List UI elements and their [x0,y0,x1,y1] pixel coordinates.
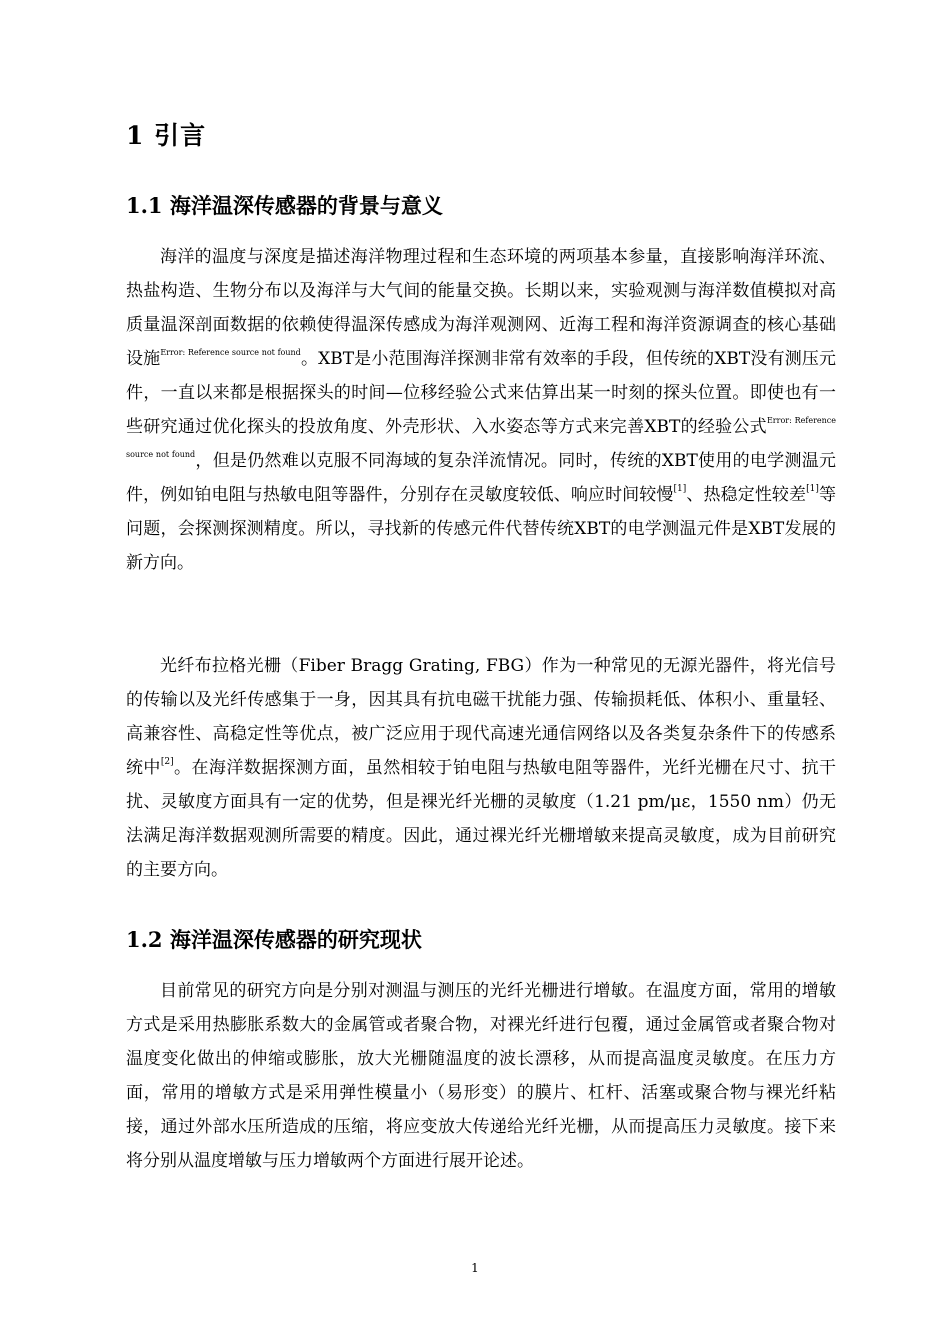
reference-error-note: Error: Reference source not found [160,348,301,357]
citation-ref: [1] [806,484,819,494]
paragraph-text: ，但是仍然难以克服不同海域的复杂洋流情况。同时，传统的XBT使用的电学测温元件，例如铂电阻与热敏电阻等器件，分别存在灵敏度较低、响应时间较慢 [126,451,836,505]
paragraph-text: 目前常见的研究方向是分别对测温与测压的光纤光栅进行增敏。在温度方面，常用的增敏方式是采用热膨胀系数大的金属管或者聚合物，对裸光纤进行包覆，通过金属管或者聚合物对温度变化做出的伸缩或膨胀，放大光栅随温度的波长漂移，从而提高温度灵敏度。在压力方面，常用的增敏方式是采用弹性模量小（易形变）的膜片、杠杆、活塞或聚合物与裸光纤粘接，通过外部水压所造成的压缩，将应变放大传递给光纤光栅，从而提高压力灵敏度。接下来将分别从温度增敏与压力增敏两个方面进行展开论述。 [126,981,836,1171]
paragraph-text: 。在海洋数据探测方面，虽然相较于铂电阻与热敏电阻等器件，光纤光栅在尺寸、抗干扰、灵敏度方面具有一定的优势，但是裸光纤光栅的灵敏度（1.21 pm/με，1550 nm）仍无法满足海洋数据观测所需要的精度。因此，通过裸光纤光栅增敏来提高灵敏度，成为目前研究的主要方向。 [126,758,837,880]
paragraph-text: 。XBT是小范围海洋探测非常有效率的手段，但传统的XBT没有测压元件，一直以来都是根据探头的时间—位移经验公式来估算出某一时刻的探头位置。即使也有一些研究通过优化探头的投放角度、外壳形状、入水姿态等方式来完善XBT的经验公式 [126,349,837,437]
paragraph-1 [126,240,836,580]
citation-ref: [1] [673,484,687,494]
paragraph-text: 海洋的温度与深度是描述海洋物理过程和生态环境的两项基本参量，直接影响海洋环流、热盐构造、生物分布以及海洋与大气间的能量交换。长期以来，实验观测与海洋数值模拟对高质量温深剖面数据的依赖使得温深传感成为海洋观测网、近海工程和海洋资源调查的核心基础设施 [126,247,836,369]
paragraph-2 [126,649,836,887]
paragraph-text: 光纤布拉格光栅（Fiber Bragg Grating, FBG）作为一种常见的无源光器件，将光信号的传输以及光纤传感集于一身，因其具有抗电磁干扰能力强、传输损耗低、体积小、重量轻、高兼容性、高稳定性等优点，被广泛应用于现代高速光通信网络以及各类复杂条件下的传感系统中 [126,656,836,778]
citation-ref: [2] [160,757,174,767]
page-number: 1 [471,1261,479,1275]
chapter-title: 1 引言 [126,121,207,150]
section-1-1-title: 1.1 海洋温深传感器的背景与意义 [126,193,443,218]
paragraph-text: 等问题，会探测探测精度。所以，寻找新的传感元件代替传统XBT的电学测温元件是XBT发展的新方向。 [126,485,837,573]
reference-error-note: Error: Reference source not found [126,416,836,459]
paragraph-text: 、热稳定性较差 [686,485,807,505]
section-1-2-title: 1.2 海洋温深传感器的研究现状 [126,927,422,952]
paragraph-3 [126,974,836,1178]
